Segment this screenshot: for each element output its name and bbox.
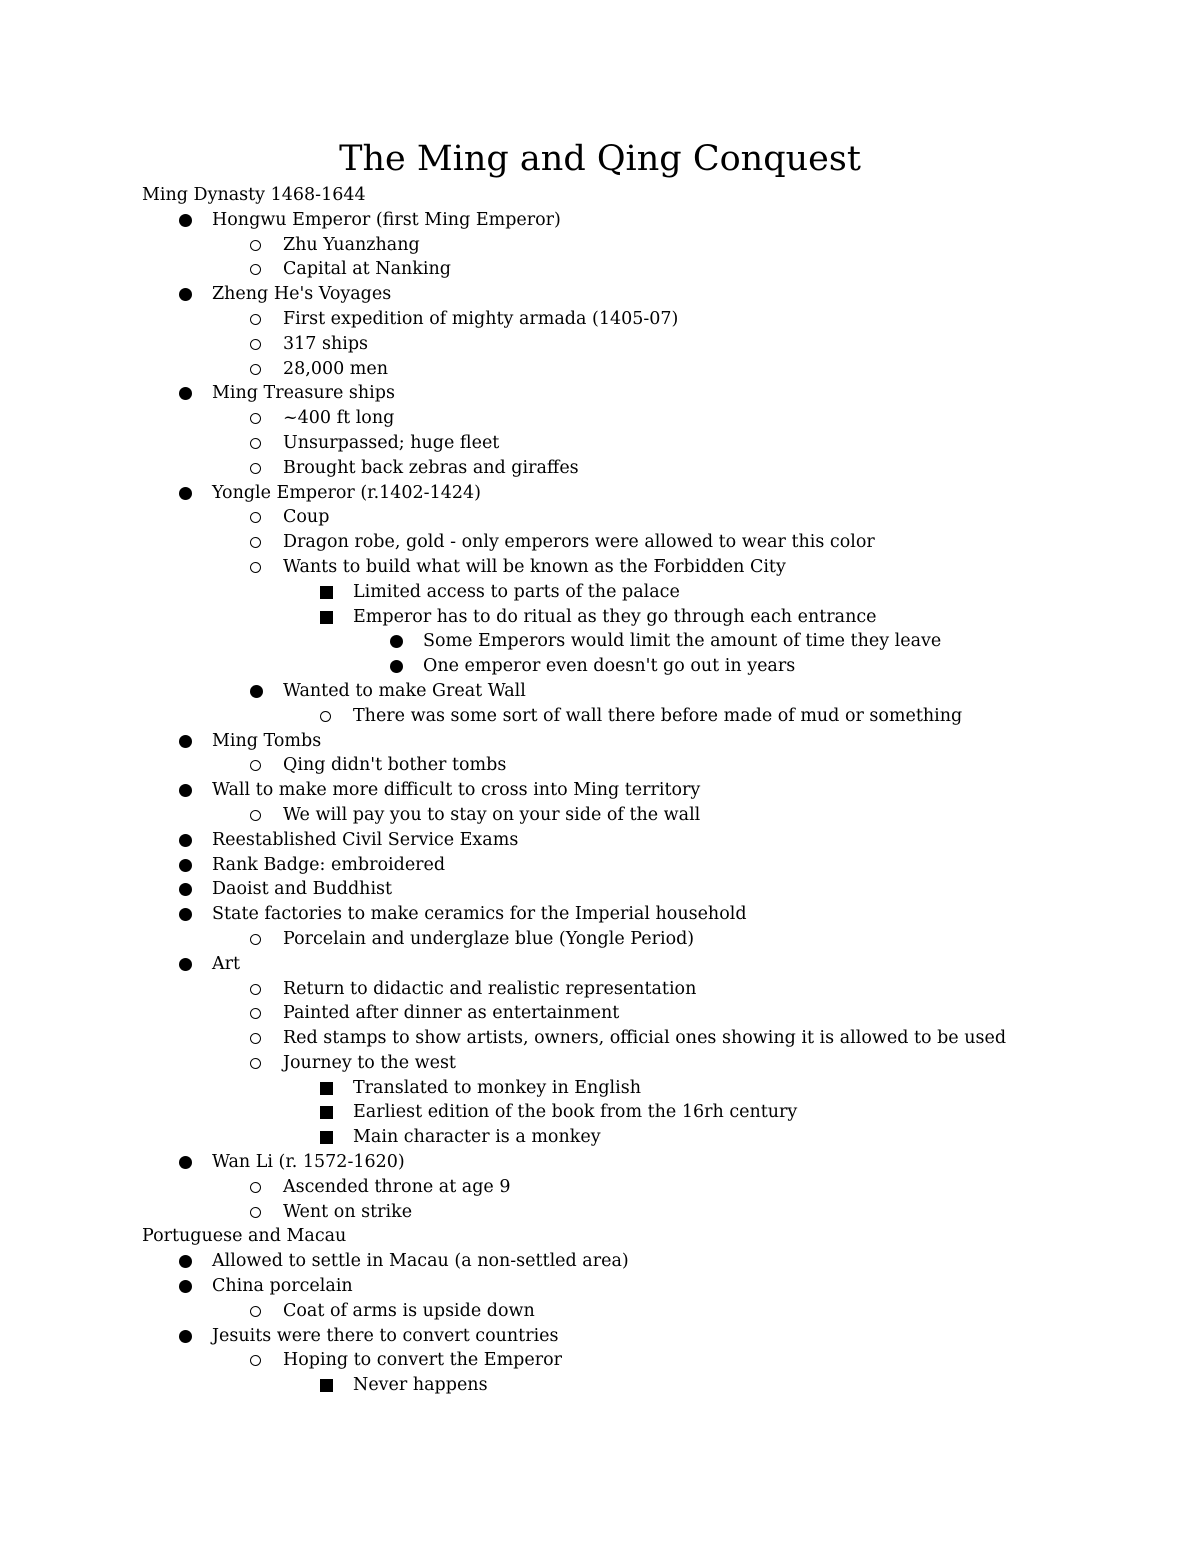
outline-item-text: 28,000 men — [283, 358, 389, 379]
outline-item-text: Rank Badge: embroidered — [212, 854, 446, 875]
circle-bullet-icon — [250, 1355, 261, 1366]
outline-item-text: We will pay you to stay on your side of the wall — [283, 804, 701, 825]
disc-bullet-icon — [390, 660, 403, 673]
circle-bullet-icon — [250, 562, 261, 573]
outline-item-text: Jesuits were there to convert countries — [212, 1325, 559, 1346]
disc-bullet-icon — [179, 387, 192, 400]
outline-item-text: There was some sort of wall there before made of mud or something — [353, 705, 963, 726]
outline-item-text: First expedition of mighty armada (1405-07) — [283, 308, 679, 329]
outline-item-text: Wan Li (r. 1572-1620) — [212, 1152, 405, 1173]
outline-item-text: Emperor has to do ritual as they go through each entrance — [353, 606, 877, 627]
outline-item-text: Went on strike — [283, 1201, 413, 1222]
outline-item-text: Brought back zebras and giraffes — [283, 457, 579, 478]
outline-item-text: Earliest edition of the book from the 16rh century — [353, 1102, 798, 1123]
outline-item — [0, 1249, 1200, 1274]
outline-item-text: Porcelain and underglaze blue (Yongle Period) — [283, 928, 695, 949]
disc-bullet-icon — [179, 834, 192, 847]
outline-item — [0, 481, 1200, 506]
outline-item-text: Unsurpassed; huge fleet — [283, 432, 500, 453]
outline-item — [0, 530, 1200, 555]
disc-bullet-icon — [179, 883, 192, 896]
circle-bullet-icon — [250, 810, 261, 821]
circle-bullet-icon — [250, 934, 261, 945]
outline-item — [0, 1324, 1200, 1349]
outline-item — [0, 1125, 1200, 1150]
outline-item — [0, 282, 1200, 307]
circle-bullet-icon — [250, 1033, 261, 1044]
outline-item — [0, 257, 1200, 282]
square-bullet-icon — [320, 586, 333, 599]
outline-item — [0, 1373, 1200, 1398]
outline-item — [0, 580, 1200, 605]
circle-bullet-icon — [250, 264, 261, 275]
outline-item — [0, 605, 1200, 630]
outline-item — [0, 927, 1200, 952]
outline-item-text: Wanted to make Great Wall — [283, 680, 526, 701]
disc-bullet-icon — [179, 487, 192, 500]
outline-item — [0, 431, 1200, 456]
disc-bullet-icon — [390, 635, 403, 648]
outline-item — [0, 1299, 1200, 1324]
outline-item — [0, 778, 1200, 803]
outline-item — [0, 1150, 1200, 1175]
outline-item-text: Zhu Yuanzhang — [283, 234, 420, 255]
outline-item-text: China porcelain — [212, 1276, 353, 1297]
outline-item-text: Ascended throne at age 9 — [283, 1176, 511, 1197]
outline-item — [0, 803, 1200, 828]
circle-bullet-icon — [250, 1058, 261, 1069]
outline-item-text: Wall to make more difficult to cross into Ming territory — [212, 780, 701, 801]
disc-bullet-icon — [179, 859, 192, 872]
outline-item — [0, 456, 1200, 481]
outline-item — [0, 307, 1200, 332]
circle-bullet-icon — [320, 711, 331, 722]
outline-item — [0, 952, 1200, 977]
outline-item-text: Hongwu Emperor (first Ming Emperor) — [212, 209, 561, 230]
outline-item — [0, 654, 1200, 679]
circle-bullet-icon — [250, 1207, 261, 1218]
circle-bullet-icon — [250, 984, 261, 995]
outline-item-text: Allowed to settle in Macau (a non-settled area) — [212, 1251, 629, 1272]
disc-bullet-icon — [179, 1330, 192, 1343]
section-heading — [0, 183, 1200, 208]
outline-item — [0, 505, 1200, 530]
outline-item — [0, 332, 1200, 357]
outline-item — [0, 704, 1200, 729]
outline-item — [0, 357, 1200, 382]
outline-item-text: State factories to make ceramics for the Imperial household — [212, 904, 747, 925]
outline-item-text: ~400 ft long — [283, 408, 395, 429]
square-bullet-icon — [320, 1106, 333, 1119]
disc-bullet-icon — [179, 288, 192, 301]
outline-item-text: Reestablished Civil Service Exams — [212, 829, 519, 850]
outline-item-text: Painted after dinner as entertainment — [283, 1003, 620, 1024]
outline-item — [0, 877, 1200, 902]
disc-bullet-icon — [179, 1156, 192, 1169]
outline-item — [0, 406, 1200, 431]
outline-item-text: Ming Tombs — [212, 730, 322, 751]
circle-bullet-icon — [250, 413, 261, 424]
circle-bullet-icon — [250, 240, 261, 251]
outline-item-text: Zheng He's Voyages — [212, 284, 392, 305]
outline-item — [0, 1076, 1200, 1101]
outline-item — [0, 977, 1200, 1002]
circle-bullet-icon — [250, 1008, 261, 1019]
disc-bullet-icon — [179, 735, 192, 748]
square-bullet-icon — [320, 611, 333, 624]
notes-outline — [0, 183, 1200, 1398]
outline-item-text: Limited access to parts of the palace — [353, 581, 680, 602]
disc-bullet-icon — [179, 1255, 192, 1268]
outline-item-text: Ming Treasure ships — [212, 383, 395, 404]
outline-item-text: Portuguese and Macau — [142, 1226, 347, 1247]
outline-item-text: Dragon robe, gold - only emperors were allowed to wear this color — [283, 532, 875, 553]
outline-item-text: Coup — [283, 507, 330, 528]
circle-bullet-icon — [250, 364, 261, 375]
outline-item — [0, 233, 1200, 258]
outline-item-text: Art — [212, 953, 241, 974]
circle-bullet-icon — [250, 512, 261, 523]
outline-item-text: Journey to the west — [283, 1052, 456, 1073]
disc-bullet-icon — [250, 685, 263, 698]
outline-item-text: Daoist and Buddhist — [212, 879, 393, 900]
circle-bullet-icon — [250, 537, 261, 548]
circle-bullet-icon — [250, 463, 261, 474]
outline-item — [0, 1051, 1200, 1076]
circle-bullet-icon — [250, 760, 261, 771]
outline-item-text: Ming Dynasty 1468-1644 — [142, 185, 366, 205]
outline-item-text: Never happens — [353, 1375, 488, 1396]
disc-bullet-icon — [179, 1280, 192, 1293]
circle-bullet-icon — [250, 1306, 261, 1317]
square-bullet-icon — [320, 1379, 333, 1392]
outline-item-text: Qing didn't bother tombs — [283, 755, 507, 776]
outline-item — [0, 1026, 1200, 1051]
outline-item-text: 317 ships — [283, 333, 368, 354]
outline-item — [0, 1200, 1200, 1225]
circle-bullet-icon — [250, 1182, 261, 1193]
outline-item — [0, 381, 1200, 406]
outline-item — [0, 753, 1200, 778]
disc-bullet-icon — [179, 214, 192, 227]
outline-item — [0, 629, 1200, 654]
square-bullet-icon — [320, 1131, 333, 1144]
outline-item — [0, 555, 1200, 580]
outline-item-text: Translated to monkey in English — [353, 1077, 641, 1098]
square-bullet-icon — [320, 1082, 333, 1095]
page-title: The Ming and Qing Conquest — [339, 139, 861, 179]
outline-item-text: Wants to build what will be known as the Forbidden City — [283, 556, 786, 577]
circle-bullet-icon — [250, 438, 261, 449]
outline-item — [0, 1175, 1200, 1200]
outline-item-text: Red stamps to show artists, owners, official ones showing it is allowed to be used — [283, 1028, 1007, 1049]
circle-bullet-icon — [250, 339, 261, 350]
outline-item — [0, 853, 1200, 878]
outline-item — [0, 902, 1200, 927]
outline-item — [0, 1001, 1200, 1026]
outline-item — [0, 1274, 1200, 1299]
outline-item — [0, 828, 1200, 853]
disc-bullet-icon — [179, 958, 192, 971]
outline-item-text: Return to didactic and realistic representation — [283, 978, 697, 999]
outline-item-text: Some Emperors would limit the amount of time they leave — [423, 631, 942, 652]
outline-item — [0, 679, 1200, 704]
outline-item-text: Coat of arms is upside down — [283, 1300, 535, 1321]
section-heading — [0, 1224, 1200, 1249]
outline-item — [0, 1100, 1200, 1125]
outline-item — [0, 729, 1200, 754]
outline-item-text: One emperor even doesn't go out in years — [423, 656, 796, 677]
outline-item — [0, 1348, 1200, 1373]
outline-item-text: Capital at Nanking — [283, 259, 451, 280]
circle-bullet-icon — [250, 314, 261, 325]
outline-item — [0, 208, 1200, 233]
outline-item-text: Hoping to convert the Emperor — [283, 1350, 562, 1371]
outline-item-text: Yongle Emperor (r.1402-1424) — [212, 482, 481, 503]
disc-bullet-icon — [179, 908, 192, 921]
disc-bullet-icon — [179, 784, 192, 797]
outline-item-text: Main character is a monkey — [353, 1127, 601, 1148]
